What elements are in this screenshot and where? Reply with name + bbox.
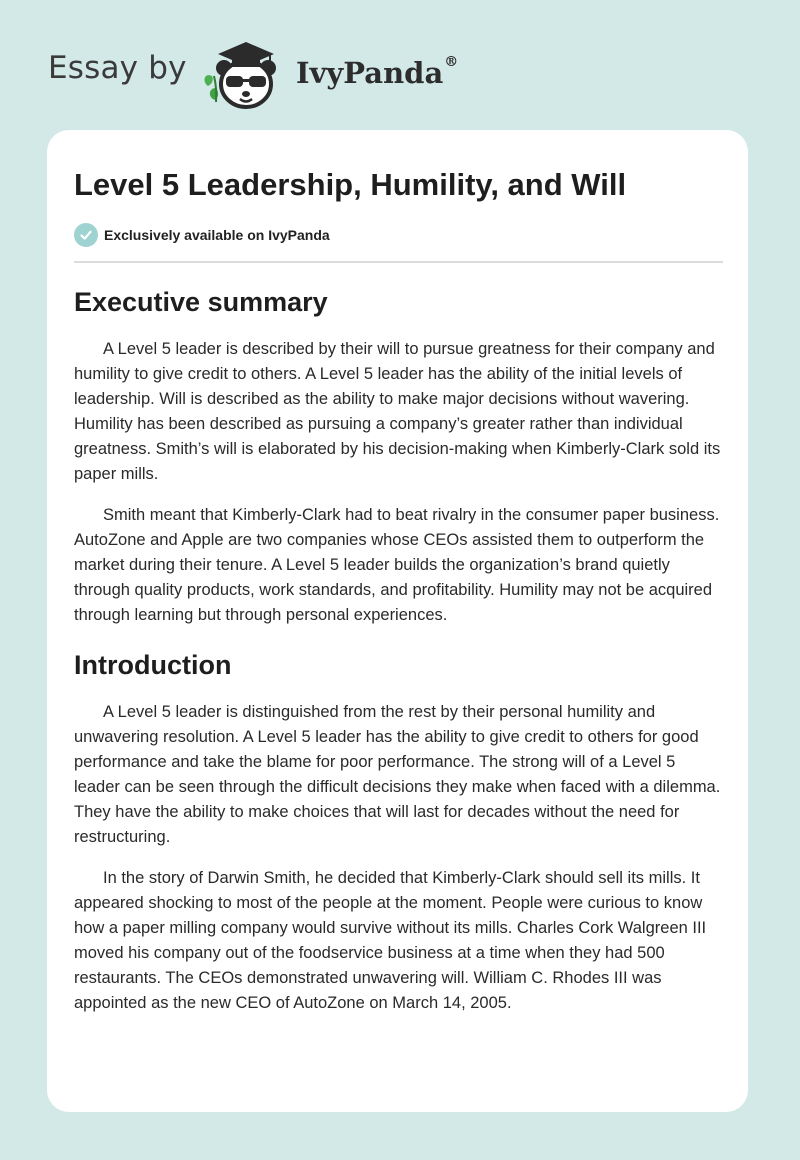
section-heading-executive-summary: Executive summary [74,287,328,317]
paragraph: In the story of Darwin Smith, he decided that Kimberly-Clark should sell its mills. It appeared shocking to most of the people at the moment. People were curious to know how a paper milling company would survive without its mills. Charles Cork Walgreen III moved his company out of the foodservice business at a time when they had 500 restaurants. The CEOs demonstrated unwavering will. William C. Rhodes III was appointed as the new CEO of AutoZone on March 14, 2005. [74,869,707,1012]
section-heading-introduction: Introduction [74,650,232,680]
site-header [0,0,800,130]
panda-graduate-logo-icon[interactable] [198,36,294,110]
paragraph: A Level 5 leader is described by their will to pursue greatness for their company and humility to give credit to others. A Level 5 leader has the ability of the initial levels of leadership. Will is described as the ability to make major decisions without wavering. Humility has been described as pursuing a company’s greater rather than individual greatness. Smith’s will is elaborated by his decision-making when Kimberly-Clark sold its paper mills. [74,340,721,483]
check-icon [74,223,98,247]
brand-name-text: IvyPanda [296,56,444,90]
page-title: Level 5 Leadership, Humility, and Will [74,167,627,202]
paragraph: Smith meant that Kimberly-Clark had to beat rivalry in the consumer paper business. AutoZone and Apple are two companies whose CEOs assisted them to outperform the market during their tenure. A Level 5 leader builds the organization’s brand quietly through quality products, work standards, and profitability. Humility may not be acquired through learning but through personal experiences. [74,506,720,624]
brand-prefix: Essay by [48,50,187,86]
essay-card [47,130,748,1112]
essay-content [74,130,724,1016]
divider [74,261,723,263]
brand-name[interactable] [296,56,458,90]
exclusive-badge [74,222,724,248]
exclusive-label: Exclusively available on IvyPanda [104,227,330,243]
paragraph: A Level 5 leader is distinguished from the rest by their personal humility and unwavering resolution. A Level 5 leader has the ability to give credit to others for good performance and take the blame for poor performance. The strong will of a Level 5 leader can be seen through the difficult decisions they make when faced with a dilemma. They have the ability to make choices that will last for decades without the need for restructuring. [74,703,721,846]
registered-mark: ® [444,54,459,70]
